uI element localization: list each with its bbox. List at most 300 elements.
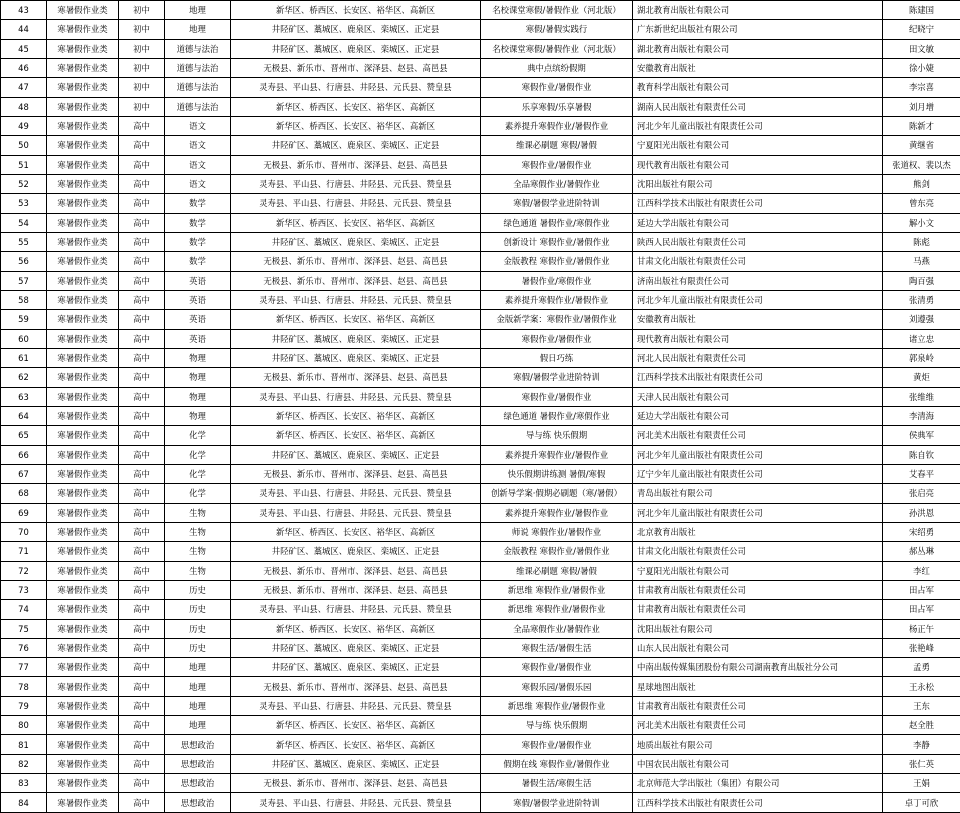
book-title-cell: 导与练 快乐假期 xyxy=(481,716,633,735)
book-title-cell: 寒假作业/暑假作业 xyxy=(481,387,633,406)
category-cell: 寒暑假作业类 xyxy=(47,232,119,251)
book-title-cell: 寒假/暑假学业进阶特训 xyxy=(481,368,633,387)
publisher-cell: 现代教育出版社有限公司 xyxy=(633,155,883,174)
book-title-cell: 维课必刷题 寒假/暑假 xyxy=(481,561,633,580)
subject-cell: 物理 xyxy=(165,406,231,425)
school-level-cell: 高中 xyxy=(119,561,165,580)
districts-cell: 新华区、桥西区、长安区、裕华区、高新区 xyxy=(231,1,481,20)
table-row xyxy=(1,426,960,445)
subject-cell: 历史 xyxy=(165,638,231,657)
districts-cell: 井陉矿区、藁城区、鹿泉区、栾城区、正定县 xyxy=(231,232,481,251)
school-level-cell: 高中 xyxy=(119,522,165,541)
districts-cell: 灵寿县、平山县、行唐县、井陉县、元氏县、赞皇县 xyxy=(231,78,481,97)
districts-cell: 无极县、新乐市、晋州市、深泽县、赵县、高邑县 xyxy=(231,368,481,387)
districts-cell: 新华区、桥西区、长安区、裕华区、高新区 xyxy=(231,406,481,425)
subject-cell: 历史 xyxy=(165,580,231,599)
row-number-cell: 53 xyxy=(1,194,47,213)
row-number-cell: 68 xyxy=(1,484,47,503)
editor-cell: 黄炬 xyxy=(883,368,960,387)
category-cell: 寒暑假作业类 xyxy=(47,290,119,309)
publisher-cell: 延边大学出版社有限公司 xyxy=(633,213,883,232)
publisher-cell: 湖北教育出版社有限公司 xyxy=(633,1,883,20)
row-number-cell: 57 xyxy=(1,271,47,290)
row-number-cell: 46 xyxy=(1,58,47,77)
districts-cell: 无极县、新乐市、晋州市、深泽县、赵县、高邑县 xyxy=(231,155,481,174)
book-title-cell: 导与练 快乐假期 xyxy=(481,426,633,445)
table-row xyxy=(1,271,960,290)
book-title-cell: 假期在线 寒假作业/暑假作业 xyxy=(481,754,633,773)
publisher-cell: 湖北教育出版社有限公司 xyxy=(633,39,883,58)
subject-cell: 道德与法治 xyxy=(165,78,231,97)
districts-cell: 灵寿县、平山县、行唐县、井陉县、元氏县、赞皇县 xyxy=(231,600,481,619)
subject-cell: 道德与法治 xyxy=(165,97,231,116)
publisher-cell: 中国农民出版社有限公司 xyxy=(633,754,883,773)
school-level-cell: 初中 xyxy=(119,20,165,39)
publisher-cell: 教育科学出版社有限公司 xyxy=(633,78,883,97)
table-row xyxy=(1,658,960,677)
book-title-cell: 金版教程 寒假作业/暑假作业 xyxy=(481,542,633,561)
category-cell: 寒暑假作业类 xyxy=(47,561,119,580)
school-level-cell: 高中 xyxy=(119,445,165,464)
row-number-cell: 74 xyxy=(1,600,47,619)
school-level-cell: 高中 xyxy=(119,542,165,561)
table-row xyxy=(1,116,960,135)
category-cell: 寒暑假作业类 xyxy=(47,774,119,793)
school-level-cell: 高中 xyxy=(119,194,165,213)
category-cell: 寒暑假作业类 xyxy=(47,542,119,561)
subject-cell: 生物 xyxy=(165,503,231,522)
subject-cell: 英语 xyxy=(165,271,231,290)
table-row xyxy=(1,194,960,213)
editor-cell: 田占军 xyxy=(883,580,960,599)
row-number-cell: 77 xyxy=(1,658,47,677)
publisher-cell: 星球地图出版社 xyxy=(633,677,883,696)
editor-cell: 卓丁可欣 xyxy=(883,793,960,812)
editor-cell: 陈新才 xyxy=(883,116,960,135)
school-level-cell: 高中 xyxy=(119,484,165,503)
editor-cell: 陈彪 xyxy=(883,232,960,251)
row-number-cell: 80 xyxy=(1,716,47,735)
editor-cell: 陈自钦 xyxy=(883,445,960,464)
editor-cell: 王东 xyxy=(883,696,960,715)
row-number-cell: 61 xyxy=(1,348,47,367)
row-number-cell: 51 xyxy=(1,155,47,174)
districts-cell: 灵寿县、平山县、行唐县、井陉县、元氏县、赞皇县 xyxy=(231,290,481,309)
table-body xyxy=(1,1,960,813)
row-number-cell: 55 xyxy=(1,232,47,251)
districts-cell: 新华区、桥西区、长安区、裕华区、高新区 xyxy=(231,97,481,116)
school-level-cell: 高中 xyxy=(119,754,165,773)
row-number-cell: 64 xyxy=(1,406,47,425)
editor-cell: 陈建国 xyxy=(883,1,960,20)
publisher-cell: 地质出版社有限公司 xyxy=(633,735,883,754)
book-title-cell: 绿色通道 暑假作业/寒假作业 xyxy=(481,406,633,425)
category-cell: 寒暑假作业类 xyxy=(47,677,119,696)
row-number-cell: 60 xyxy=(1,329,47,348)
category-cell: 寒暑假作业类 xyxy=(47,638,119,657)
editor-cell: 张清勇 xyxy=(883,290,960,309)
subject-cell: 物理 xyxy=(165,348,231,367)
editor-cell: 宋绍勇 xyxy=(883,522,960,541)
districts-cell: 新华区、桥西区、长安区、裕华区、高新区 xyxy=(231,213,481,232)
school-level-cell: 高中 xyxy=(119,252,165,271)
school-level-cell: 高中 xyxy=(119,774,165,793)
table-row xyxy=(1,329,960,348)
table-row xyxy=(1,310,960,329)
school-level-cell: 高中 xyxy=(119,213,165,232)
subject-cell: 历史 xyxy=(165,619,231,638)
publisher-cell: 河北少年儿童出版社有限责任公司 xyxy=(633,503,883,522)
subject-cell: 地理 xyxy=(165,20,231,39)
category-cell: 寒暑假作业类 xyxy=(47,716,119,735)
subject-cell: 地理 xyxy=(165,716,231,735)
publisher-cell: 河北少年儿童出版社有限责任公司 xyxy=(633,116,883,135)
districts-cell: 无极县、新乐市、晋州市、深泽县、赵县、高邑县 xyxy=(231,561,481,580)
table-row xyxy=(1,213,960,232)
subject-cell: 思想政治 xyxy=(165,793,231,812)
school-level-cell: 高中 xyxy=(119,793,165,812)
districts-cell: 新华区、桥西区、长安区、裕华区、高新区 xyxy=(231,716,481,735)
editor-cell: 杨正午 xyxy=(883,619,960,638)
publisher-cell: 河北美术出版社有限责任公司 xyxy=(633,716,883,735)
editor-cell: 郝丛琳 xyxy=(883,542,960,561)
book-title-cell: 维课必刷题 寒假/暑假 xyxy=(481,136,633,155)
subject-cell: 数学 xyxy=(165,232,231,251)
districts-cell: 灵寿县、平山县、行唐县、井陉县、元氏县、赞皇县 xyxy=(231,793,481,812)
book-title-cell: 全品寒假作业/暑假作业 xyxy=(481,174,633,193)
editor-cell: 孟勇 xyxy=(883,658,960,677)
districts-cell: 井陉矿区、藁城区、鹿泉区、栾城区、正定县 xyxy=(231,754,481,773)
row-number-cell: 45 xyxy=(1,39,47,58)
editor-cell: 熊剑 xyxy=(883,174,960,193)
districts-cell: 无极县、新乐市、晋州市、深泽县、赵县、高邑县 xyxy=(231,58,481,77)
category-cell: 寒暑假作业类 xyxy=(47,464,119,483)
row-number-cell: 49 xyxy=(1,116,47,135)
table-row xyxy=(1,484,960,503)
table-row xyxy=(1,387,960,406)
school-level-cell: 高中 xyxy=(119,387,165,406)
districts-cell: 无极县、新乐市、晋州市、深泽县、赵县、高邑县 xyxy=(231,677,481,696)
school-level-cell: 高中 xyxy=(119,174,165,193)
school-level-cell: 高中 xyxy=(119,329,165,348)
category-cell: 寒暑假作业类 xyxy=(47,213,119,232)
book-title-cell: 寒假/暑假学业进阶特训 xyxy=(481,793,633,812)
row-number-cell: 71 xyxy=(1,542,47,561)
book-title-cell: 寒假/暑假实践行 xyxy=(481,20,633,39)
editor-cell: 艾春平 xyxy=(883,464,960,483)
editor-cell: 郭泉岭 xyxy=(883,348,960,367)
publisher-cell: 甘肃教育出版社有限责任公司 xyxy=(633,600,883,619)
table-row xyxy=(1,464,960,483)
school-level-cell: 高中 xyxy=(119,464,165,483)
publisher-cell: 现代教育出版社有限公司 xyxy=(633,329,883,348)
table-row xyxy=(1,580,960,599)
school-level-cell: 高中 xyxy=(119,290,165,309)
book-title-cell: 快乐假期讲练测 暑假/寒假 xyxy=(481,464,633,483)
table-row xyxy=(1,78,960,97)
editor-cell: 纪晓宁 xyxy=(883,20,960,39)
book-title-cell: 假日巧练 xyxy=(481,348,633,367)
editor-cell: 孙洪恩 xyxy=(883,503,960,522)
book-title-cell: 寒假作业/暑假作业 xyxy=(481,329,633,348)
row-number-cell: 54 xyxy=(1,213,47,232)
category-cell: 寒暑假作业类 xyxy=(47,116,119,135)
row-number-cell: 72 xyxy=(1,561,47,580)
table-row xyxy=(1,696,960,715)
editor-cell: 赵全胜 xyxy=(883,716,960,735)
category-cell: 寒暑假作业类 xyxy=(47,503,119,522)
table-row xyxy=(1,445,960,464)
subject-cell: 英语 xyxy=(165,290,231,309)
districts-cell: 井陉矿区、藁城区、鹿泉区、栾城区、正定县 xyxy=(231,445,481,464)
subject-cell: 语文 xyxy=(165,136,231,155)
publisher-cell: 广东新世纪出版社有限公司 xyxy=(633,20,883,39)
row-number-cell: 76 xyxy=(1,638,47,657)
districts-cell: 无极县、新乐市、晋州市、深泽县、赵县、高邑县 xyxy=(231,464,481,483)
editor-cell: 诸立忠 xyxy=(883,329,960,348)
school-level-cell: 高中 xyxy=(119,406,165,425)
table-row xyxy=(1,290,960,309)
category-cell: 寒暑假作业类 xyxy=(47,78,119,97)
category-cell: 寒暑假作业类 xyxy=(47,619,119,638)
category-cell: 寒暑假作业类 xyxy=(47,136,119,155)
table-row xyxy=(1,58,960,77)
book-title-cell: 师说 寒假作业/暑假作业 xyxy=(481,522,633,541)
book-title-cell: 暑假生活/寒假生活 xyxy=(481,774,633,793)
book-title-cell: 全品寒假作业/暑假作业 xyxy=(481,619,633,638)
row-number-cell: 66 xyxy=(1,445,47,464)
editor-cell: 王永松 xyxy=(883,677,960,696)
category-cell: 寒暑假作业类 xyxy=(47,696,119,715)
publisher-cell: 甘肃教育出版社有限责任公司 xyxy=(633,696,883,715)
school-level-cell: 高中 xyxy=(119,368,165,387)
subject-cell: 物理 xyxy=(165,387,231,406)
table-row xyxy=(1,600,960,619)
table-row xyxy=(1,522,960,541)
subject-cell: 道德与法治 xyxy=(165,39,231,58)
school-level-cell: 高中 xyxy=(119,638,165,657)
districts-cell: 井陉矿区、藁城区、鹿泉区、栾城区、正定县 xyxy=(231,20,481,39)
subject-cell: 化学 xyxy=(165,484,231,503)
publisher-cell: 河北美术出版社有限责任公司 xyxy=(633,426,883,445)
table-row xyxy=(1,638,960,657)
school-level-cell: 高中 xyxy=(119,600,165,619)
school-level-cell: 高中 xyxy=(119,735,165,754)
editor-cell: 田文敏 xyxy=(883,39,960,58)
editor-cell: 王娟 xyxy=(883,774,960,793)
districts-cell: 井陉矿区、藁城区、鹿泉区、栾城区、正定县 xyxy=(231,348,481,367)
book-title-cell: 素养提升寒假作业/暑假作业 xyxy=(481,290,633,309)
subject-cell: 生物 xyxy=(165,561,231,580)
publisher-cell: 甘肃教育出版社有限责任公司 xyxy=(633,580,883,599)
book-title-cell: 新思维 寒假作业/暑假作业 xyxy=(481,696,633,715)
districts-cell: 灵寿县、平山县、行唐县、井陉县、元氏县、赞皇县 xyxy=(231,174,481,193)
row-number-cell: 79 xyxy=(1,696,47,715)
row-number-cell: 50 xyxy=(1,136,47,155)
table-row xyxy=(1,503,960,522)
category-cell: 寒暑假作业类 xyxy=(47,194,119,213)
publisher-cell: 山东人民出版社有限公司 xyxy=(633,638,883,657)
districts-cell: 灵寿县、平山县、行唐县、井陉县、元氏县、赞皇县 xyxy=(231,696,481,715)
school-level-cell: 高中 xyxy=(119,580,165,599)
editor-cell: 徐小婕 xyxy=(883,58,960,77)
row-number-cell: 43 xyxy=(1,1,47,20)
subject-cell: 地理 xyxy=(165,658,231,677)
school-level-cell: 高中 xyxy=(119,426,165,445)
publisher-cell: 北京教育出版社 xyxy=(633,522,883,541)
school-level-cell: 初中 xyxy=(119,97,165,116)
subject-cell: 数学 xyxy=(165,194,231,213)
category-cell: 寒暑假作业类 xyxy=(47,387,119,406)
districts-cell: 新华区、桥西区、长安区、裕华区、高新区 xyxy=(231,619,481,638)
table-row xyxy=(1,20,960,39)
book-title-cell: 素养提升寒假作业/暑假作业 xyxy=(481,116,633,135)
editor-cell: 李红 xyxy=(883,561,960,580)
table-row xyxy=(1,348,960,367)
editor-cell: 刘月增 xyxy=(883,97,960,116)
publisher-cell: 沈阳出版社有限公司 xyxy=(633,174,883,193)
school-level-cell: 初中 xyxy=(119,78,165,97)
row-number-cell: 82 xyxy=(1,754,47,773)
subject-cell: 语文 xyxy=(165,174,231,193)
subject-cell: 英语 xyxy=(165,310,231,329)
book-title-cell: 典中点缤纷假期 xyxy=(481,58,633,77)
subject-cell: 生物 xyxy=(165,542,231,561)
row-number-cell: 58 xyxy=(1,290,47,309)
subject-cell: 化学 xyxy=(165,464,231,483)
table-row xyxy=(1,39,960,58)
book-title-cell: 金版教程 寒假作业/暑假作业 xyxy=(481,252,633,271)
school-level-cell: 初中 xyxy=(119,1,165,20)
book-title-cell: 乐享寒假/乐享暑假 xyxy=(481,97,633,116)
category-cell: 寒暑假作业类 xyxy=(47,426,119,445)
table-row xyxy=(1,406,960,425)
book-title-cell: 寒假生活/暑假生活 xyxy=(481,638,633,657)
book-title-cell: 新思维 寒假作业/暑假作业 xyxy=(481,580,633,599)
publisher-cell: 延边大学出版社有限公司 xyxy=(633,406,883,425)
editor-cell: 张启亮 xyxy=(883,484,960,503)
row-number-cell: 73 xyxy=(1,580,47,599)
row-number-cell: 48 xyxy=(1,97,47,116)
category-cell: 寒暑假作业类 xyxy=(47,406,119,425)
publisher-cell: 济南出版社有限责任公司 xyxy=(633,271,883,290)
book-title-cell: 绿色通道 暑假作业/寒假作业 xyxy=(481,213,633,232)
publisher-cell: 江西科学技术出版社有限责任公司 xyxy=(633,368,883,387)
category-cell: 寒暑假作业类 xyxy=(47,58,119,77)
districts-cell: 新华区、桥西区、长安区、裕华区、高新区 xyxy=(231,310,481,329)
book-title-cell: 寒假作业/暑假作业 xyxy=(481,658,633,677)
school-level-cell: 高中 xyxy=(119,677,165,696)
districts-cell: 灵寿县、平山县、行唐县、井陉县、元氏县、赞皇县 xyxy=(231,484,481,503)
districts-cell: 新华区、桥西区、长安区、裕华区、高新区 xyxy=(231,735,481,754)
book-title-cell: 新思维 寒假作业/暑假作业 xyxy=(481,600,633,619)
category-cell: 寒暑假作业类 xyxy=(47,252,119,271)
publisher-cell: 宁夏阳光出版社有限公司 xyxy=(633,136,883,155)
publisher-cell: 河北人民出版社有限责任公司 xyxy=(633,348,883,367)
book-title-cell: 素养提升寒假作业/暑假作业 xyxy=(481,503,633,522)
publisher-cell: 北京师范大学出版社（集团）有限公司 xyxy=(633,774,883,793)
publisher-cell: 沈阳出版社有限公司 xyxy=(633,619,883,638)
subject-cell: 物理 xyxy=(165,368,231,387)
table-row xyxy=(1,561,960,580)
category-cell: 寒暑假作业类 xyxy=(47,580,119,599)
school-level-cell: 高中 xyxy=(119,271,165,290)
row-number-cell: 65 xyxy=(1,426,47,445)
table-row xyxy=(1,174,960,193)
school-level-cell: 初中 xyxy=(119,39,165,58)
school-level-cell: 高中 xyxy=(119,116,165,135)
table-row xyxy=(1,368,960,387)
book-title-cell: 寒假乐园/暑假乐园 xyxy=(481,677,633,696)
book-title-cell: 寒假/暑假学业进阶特训 xyxy=(481,194,633,213)
editor-cell: 张艳峰 xyxy=(883,638,960,657)
table-row xyxy=(1,754,960,773)
editor-cell: 张道权、裴以杰 xyxy=(883,155,960,174)
districts-cell: 无极县、新乐市、晋州市、深泽县、赵县、高邑县 xyxy=(231,774,481,793)
editor-cell: 陶百强 xyxy=(883,271,960,290)
category-cell: 寒暑假作业类 xyxy=(47,329,119,348)
category-cell: 寒暑假作业类 xyxy=(47,1,119,20)
districts-cell: 井陉矿区、藁城区、鹿泉区、栾城区、正定县 xyxy=(231,329,481,348)
school-level-cell: 高中 xyxy=(119,136,165,155)
row-number-cell: 44 xyxy=(1,20,47,39)
row-number-cell: 83 xyxy=(1,774,47,793)
category-cell: 寒暑假作业类 xyxy=(47,754,119,773)
publisher-cell: 甘肃文化出版社有限责任公司 xyxy=(633,542,883,561)
school-level-cell: 高中 xyxy=(119,716,165,735)
book-title-cell: 寒假作业/暑假作业 xyxy=(481,735,633,754)
publisher-cell: 河北少年儿童出版社有限责任公司 xyxy=(633,445,883,464)
row-number-cell: 59 xyxy=(1,310,47,329)
districts-cell: 井陉矿区、藁城区、鹿泉区、栾城区、正定县 xyxy=(231,39,481,58)
row-number-cell: 67 xyxy=(1,464,47,483)
districts-cell: 无极县、新乐市、晋州市、深泽县、赵县、高邑县 xyxy=(231,580,481,599)
category-cell: 寒暑假作业类 xyxy=(47,793,119,812)
subject-cell: 语文 xyxy=(165,155,231,174)
row-number-cell: 63 xyxy=(1,387,47,406)
table-row xyxy=(1,232,960,251)
school-level-cell: 初中 xyxy=(119,58,165,77)
editor-cell: 田占军 xyxy=(883,600,960,619)
publisher-cell: 宁夏阳光出版社有限公司 xyxy=(633,561,883,580)
districts-cell: 井陉矿区、藁城区、鹿泉区、栾城区、正定县 xyxy=(231,542,481,561)
subject-cell: 化学 xyxy=(165,426,231,445)
editor-cell: 曾东亮 xyxy=(883,194,960,213)
editor-cell: 侯典军 xyxy=(883,426,960,445)
editor-cell: 马燕 xyxy=(883,252,960,271)
book-title-cell: 寒假作业/暑假作业 xyxy=(481,155,633,174)
school-level-cell: 高中 xyxy=(119,348,165,367)
subject-cell: 生物 xyxy=(165,522,231,541)
row-number-cell: 78 xyxy=(1,677,47,696)
category-cell: 寒暑假作业类 xyxy=(47,20,119,39)
subject-cell: 思想政治 xyxy=(165,774,231,793)
row-number-cell: 47 xyxy=(1,78,47,97)
category-cell: 寒暑假作业类 xyxy=(47,658,119,677)
book-title-cell: 创新设计 寒假作业/暑假作业 xyxy=(481,232,633,251)
category-cell: 寒暑假作业类 xyxy=(47,735,119,754)
book-title-cell: 寒假作业/暑假作业 xyxy=(481,78,633,97)
districts-cell: 灵寿县、平山县、行唐县、井陉县、元氏县、赞皇县 xyxy=(231,194,481,213)
editor-cell: 张维维 xyxy=(883,387,960,406)
publisher-cell: 安徽教育出版社 xyxy=(633,310,883,329)
subject-cell: 数学 xyxy=(165,213,231,232)
category-cell: 寒暑假作业类 xyxy=(47,484,119,503)
districts-cell: 井陉矿区、藁城区、鹿泉区、栾城区、正定县 xyxy=(231,136,481,155)
publisher-cell: 江西科学技术出版社有限责任公司 xyxy=(633,793,883,812)
row-number-cell: 81 xyxy=(1,735,47,754)
row-number-cell: 84 xyxy=(1,793,47,812)
